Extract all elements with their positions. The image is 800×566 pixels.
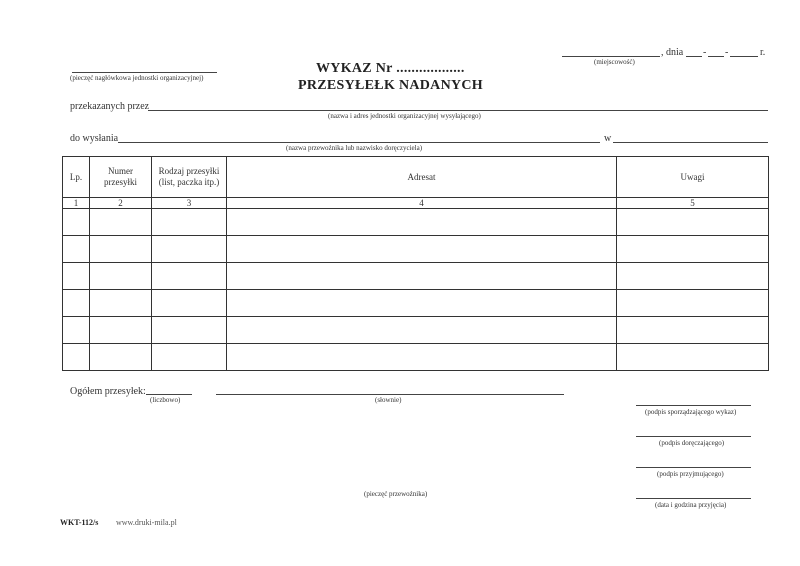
przekazanych-field[interactable]	[148, 110, 768, 111]
column-number: 4	[227, 198, 617, 209]
cell-numer[interactable]	[90, 344, 152, 371]
cell-adresat[interactable]	[227, 236, 617, 263]
table-row	[63, 236, 769, 263]
header-uwagi: Uwagi	[617, 157, 769, 198]
sig-sporzadzajacego-line[interactable]	[636, 405, 751, 406]
sig-doreczajacego-line[interactable]	[636, 436, 751, 437]
w-field[interactable]	[613, 142, 768, 143]
sig-przyjmujacego-line[interactable]	[636, 467, 751, 468]
column-number-row	[63, 198, 769, 209]
date-dash-1: -	[703, 47, 707, 58]
place-line[interactable]	[562, 56, 660, 57]
sig-sporzadzajacego-caption: (podpis sporządzającego wykaz)	[645, 408, 737, 416]
shipments-table	[62, 156, 769, 371]
title-line1: WYKAZ Nr ..................	[316, 61, 465, 76]
table-row	[63, 290, 769, 317]
cell-lp[interactable]	[63, 236, 90, 263]
pieczec-przewoznika-caption: (pieczęć przewoźnika)	[364, 490, 428, 498]
cell-uwagi[interactable]	[617, 236, 769, 263]
slownie-caption: (słownie)	[375, 396, 402, 404]
przekazanych-label: przekazanych przez	[70, 101, 150, 112]
cell-adresat[interactable]	[227, 209, 617, 236]
stamp-caption: (pieczęć nagłówkowa jednostki organizacyjnej)	[70, 74, 204, 82]
date-month-line[interactable]	[708, 56, 724, 57]
date-year-line[interactable]	[730, 56, 758, 57]
header-numer-line2: przesyłki	[104, 177, 137, 187]
stamp-line	[72, 72, 217, 73]
cell-lp[interactable]	[63, 209, 90, 236]
liczbowo-caption: (liczbowo)	[150, 396, 181, 404]
sig-data-line[interactable]	[636, 498, 751, 499]
column-number: 5	[617, 198, 769, 209]
cell-uwagi[interactable]	[617, 344, 769, 371]
title-line2: PRZESYŁEŁK NADANYCH	[298, 78, 483, 93]
form-code: WKT-112/s	[60, 518, 99, 527]
cell-numer[interactable]	[90, 263, 152, 290]
cell-uwagi[interactable]	[617, 209, 769, 236]
column-number: 2	[90, 198, 152, 209]
column-number: 3	[152, 198, 227, 209]
table-row	[63, 344, 769, 371]
cell-numer[interactable]	[90, 290, 152, 317]
ogolem-label: Ogółem przesyłek:	[70, 386, 146, 397]
cell-rodzaj[interactable]	[152, 236, 227, 263]
cell-numer[interactable]	[90, 209, 152, 236]
cell-lp[interactable]	[63, 290, 90, 317]
cell-numer[interactable]	[90, 317, 152, 344]
sig-data-caption: (data i godzina przyjęcia)	[655, 501, 727, 509]
header-lp: Lp.	[63, 157, 90, 198]
cell-numer[interactable]	[90, 236, 152, 263]
cell-uwagi[interactable]	[617, 317, 769, 344]
do-wyslania-field[interactable]	[118, 142, 600, 143]
table-row	[63, 209, 769, 236]
date-day-line[interactable]	[686, 56, 702, 57]
cell-rodzaj[interactable]	[152, 290, 227, 317]
sig-przyjmujacego-caption: (podpis przyjmującego)	[657, 470, 724, 478]
cell-uwagi[interactable]	[617, 290, 769, 317]
column-number: 1	[63, 198, 90, 209]
cell-lp[interactable]	[63, 263, 90, 290]
header-rodzaj-line1: Rodzaj przesyłki	[158, 166, 220, 176]
header-numer-line1: Numer	[108, 166, 133, 176]
header-rodzaj-line2: (list, paczka itp.)	[158, 177, 220, 187]
cell-adresat[interactable]	[227, 317, 617, 344]
date-r-label: r.	[760, 47, 766, 58]
table-row	[63, 317, 769, 344]
cell-adresat[interactable]	[227, 290, 617, 317]
cell-adresat[interactable]	[227, 263, 617, 290]
cell-rodzaj[interactable]	[152, 317, 227, 344]
cell-lp[interactable]	[63, 317, 90, 344]
cell-rodzaj[interactable]	[152, 263, 227, 290]
header-numer	[90, 157, 152, 198]
do-wyslania-label: do wysłania	[70, 133, 119, 144]
table-row	[63, 263, 769, 290]
cell-lp[interactable]	[63, 344, 90, 371]
cell-uwagi[interactable]	[617, 263, 769, 290]
cell-adresat[interactable]	[227, 344, 617, 371]
cell-rodzaj[interactable]	[152, 209, 227, 236]
slownie-field[interactable]	[216, 394, 564, 395]
website: www.druki-mila.pl	[116, 518, 177, 527]
sig-doreczajacego-caption: (podpis doręczającego)	[659, 439, 725, 447]
w-label: w	[604, 133, 612, 144]
cell-rodzaj[interactable]	[152, 344, 227, 371]
header-rodzaj	[152, 157, 227, 198]
place-caption: (miejscowość)	[594, 58, 635, 66]
przekazanych-caption: (nazwa i adres jednostki organizacyjnej wysyłającego)	[328, 112, 481, 120]
date-dash-2: -	[725, 47, 729, 58]
date-dnia-label: , dnia	[661, 47, 684, 58]
header-adresat: Adresat	[227, 157, 617, 198]
table-header-row	[63, 157, 769, 198]
do-wyslania-caption: (nazwa przewoźnika lub nazwisko doręczyciela)	[286, 144, 423, 152]
liczbowo-field[interactable]	[146, 394, 192, 395]
